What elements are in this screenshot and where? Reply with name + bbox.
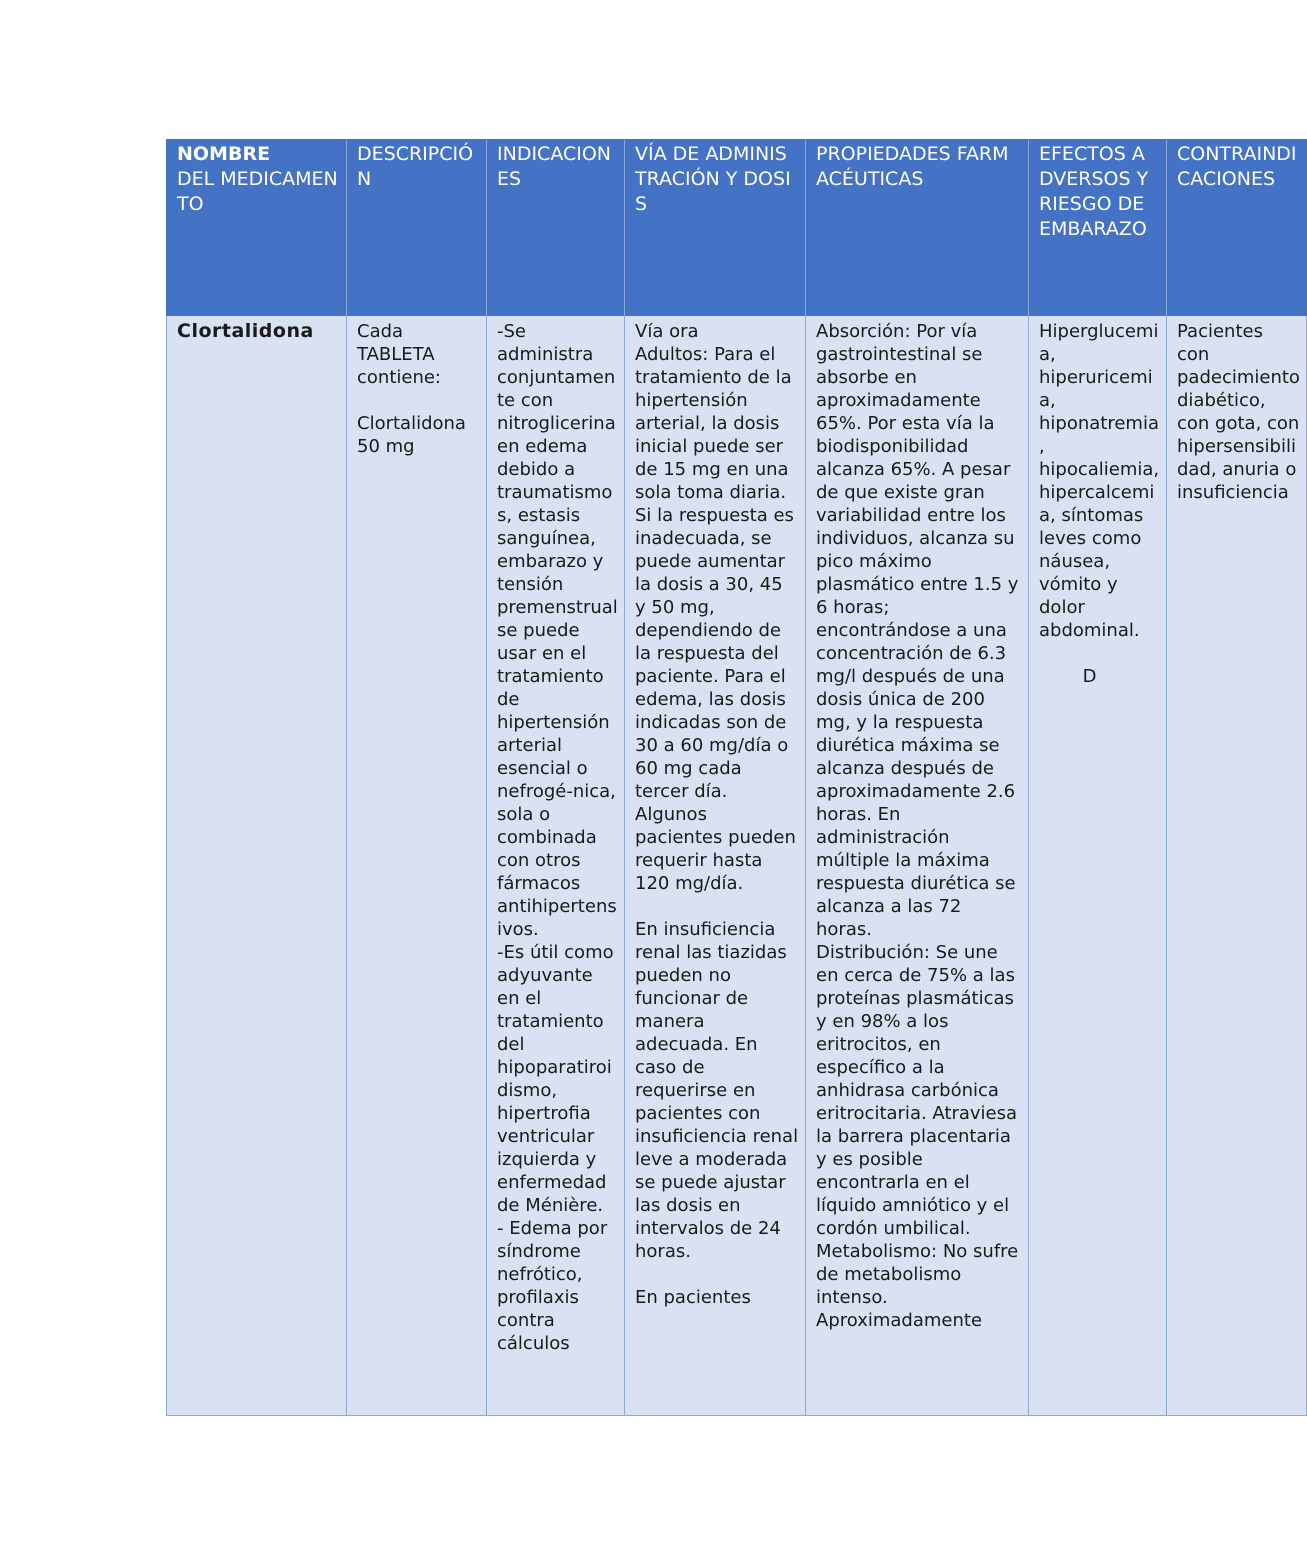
cell-descripcion: [347, 316, 487, 1416]
adverse-effects-text: Hiperglucemia, hiperuricemia, hiponatremia, hipocaliemia, hipercalcemia, síntomas leves como náusea, vómito y dolor abdominal.: [1039, 320, 1160, 641]
header-propiedades-label: PROPIEDADES FARMACÉUTICAS: [816, 143, 1009, 190]
header-contraindicaciones: [1167, 140, 1307, 316]
header-efectos-adversos: [1029, 140, 1167, 316]
header-indicaciones-label: INDICACIONES: [497, 143, 612, 190]
cell-via-administracion: [625, 316, 806, 1416]
description-text: Cada TABLETA contiene: Clortalidona 50 mg: [357, 320, 466, 457]
table-header-row: [167, 140, 1307, 316]
header-contraindicaciones-label: CONTRAINDICACIONES: [1177, 143, 1297, 190]
header-nombre-rest: DEL MEDICAMENTO: [177, 168, 338, 215]
cell-nombre: [167, 316, 347, 1416]
header-descripcion-label: DESCRIPCIÓN: [357, 143, 474, 190]
table-row: [167, 316, 1307, 1416]
medication-table-wrapper: [166, 139, 1300, 1414]
indications-text: -Se administra conjuntamente con nitroglicerina en edema debido a traumatismos, estasis sanguínea, embarazo y tensión premenstrual se puede usar en el tratamiento de hipertensión arterial esencial o nefrogé-nica, sola o combinada con otros fármacos antihipertensivos. -Es útil como adyuvante en el tratamiento del hipoparatiroidismo, hipertrofia ventricular izquierda y enfermedad de Ménière. - Edema por síndrome nefrótico, profilaxis contra cálculos: [497, 320, 618, 1354]
administration-text: Vía ora Adultos: Para el tratamiento de la hipertensión arterial, la dosis inicial puede ser de 15 mg en una sola toma diaria. Si la respuesta es inadecuada, se puede aumentar la dosis a 30, 45 y 50 mg, dependiendo de la respuesta del paciente. Para el edema, las dosis indicadas son de 30 a 60 mg/día o 60 mg cada tercer día. Algunos pacientes pueden requerir hasta 120 mg/día. En insuficiencia renal las tiazidas pueden no funcionar de manera adecuada. En caso de requerirse en pacientes con insuficiencia renal leve a moderada se puede ajustar las dosis en intervalos de 24 horas. En pacientes: [635, 320, 799, 1308]
cell-contraindicaciones: [1167, 316, 1307, 1416]
header-descripcion: [347, 140, 487, 316]
header-nombre: [167, 140, 347, 316]
header-indicaciones: [487, 140, 625, 316]
header-nombre-bold: NOMBRE: [177, 143, 271, 165]
properties-text: Absorción: Por vía gastrointestinal se absorbe en aproximadamente 65%. Por esta vía la biodisponibilidad alcanza 65%. A pesar de que existe gran variabilidad entre los individuos, alcanza su pico máximo plasmático entre 1.5 y 6 horas; encontrándose a una concentración de 6.3 mg/l después de una dosis única de 200 mg, y la respuesta diurética máxima se alcanza después de aproximadamente 2.6 horas. En administración múltiple la máxima respuesta diurética se alcanza a las 72 horas. Distribución: Se une en cerca de 75% a las proteínas plasmáticas y en 98% a los eritrocitos, en específico a la anhidrasa carbónica eritrocitaria. Atraviesa la barrera placentaria y es posible encontrarla en el líquido amniótico y el cordón umbilical. Metabolismo: No sufre de metabolismo intenso. Aproximadamente: [816, 320, 1019, 1331]
medication-name: Clortalidona: [177, 319, 314, 342]
header-via-administracion: [625, 140, 806, 316]
header-efectos-adversos-label: EFECTOS ADVERSOS Y RIESGO DE EMBARAZO: [1039, 143, 1149, 240]
cell-indicaciones: [487, 316, 625, 1416]
contraindications-text: Pacientes con padecimiento diabético, con gota, con hipersensibilidad, anuria o insuficiencia: [1177, 320, 1300, 503]
cell-propiedades: [806, 316, 1029, 1416]
pregnancy-risk-grade: D: [1082, 665, 1097, 687]
header-propiedades: [806, 140, 1029, 316]
header-via-administracion-label: VÍA DE ADMINISTRACIÓN Y DOSIS: [635, 143, 791, 215]
medication-table: [166, 139, 1307, 1416]
cell-efectos-adversos: [1029, 316, 1167, 1416]
